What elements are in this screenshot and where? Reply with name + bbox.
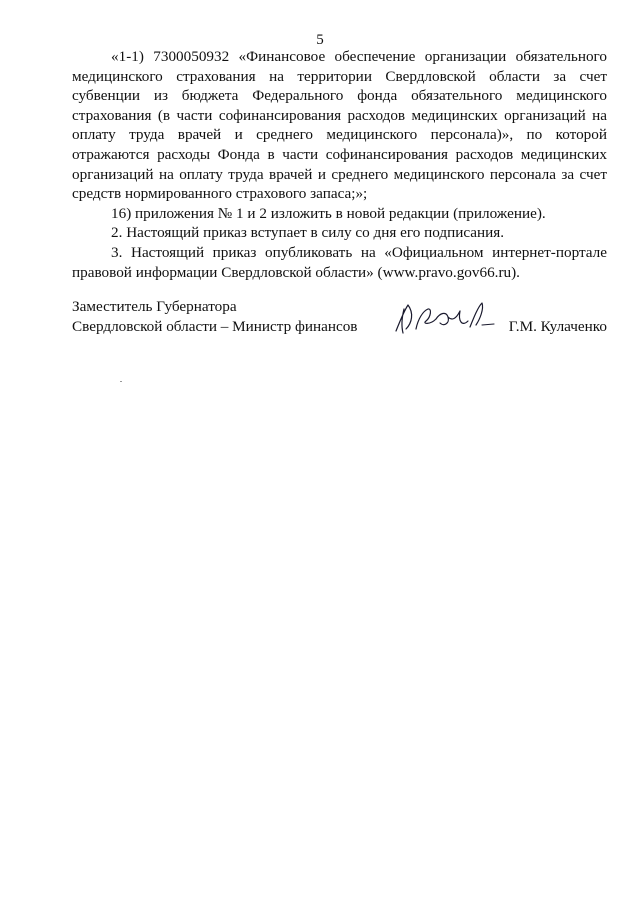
- handwritten-signature: [390, 299, 500, 339]
- scan-speck: [120, 381, 122, 382]
- paragraph-item-1-1: «1-1) 7300050932 «Финансовое обеспечение организации обязательного медицинского страхования на территории Свердловской области за счет субвенции из бюджета Федерального фонда обязательного медицинского страхования (в части софинансирования расходов медицинских организаций на оплату труда врачей и среднего медицинского персонала)», по которой отражаются расходы Фонда в части софинансирования расходов медицинских организаций на оплату труда врачей и среднего медицинского персонала за счет средств нормированного страхового запаса;»;: [72, 48, 607, 203]
- signer-title-line-1: Заместитель Губернатора: [72, 298, 237, 315]
- paragraph-item-16: 16) приложения № 1 и 2 изложить в новой редакции (приложение).: [111, 204, 546, 222]
- page-number: 5: [316, 32, 324, 48]
- signer-name: Г.М. Кулаченко: [508, 317, 607, 335]
- signature-block: [72, 297, 607, 336]
- signer-title-line-2: Свердловской области – Министр финансов: [72, 317, 358, 335]
- paragraph-item-3: 3. Настоящий приказ опубликовать на «Официальном интернет-портале правовой информации Свердловской области» (www.pravo.gov66.ru).: [72, 243, 607, 281]
- document-body: [72, 47, 607, 282]
- paragraph-item-2: 2. Настоящий приказ вступает в силу со дня его подписания.: [111, 224, 505, 242]
